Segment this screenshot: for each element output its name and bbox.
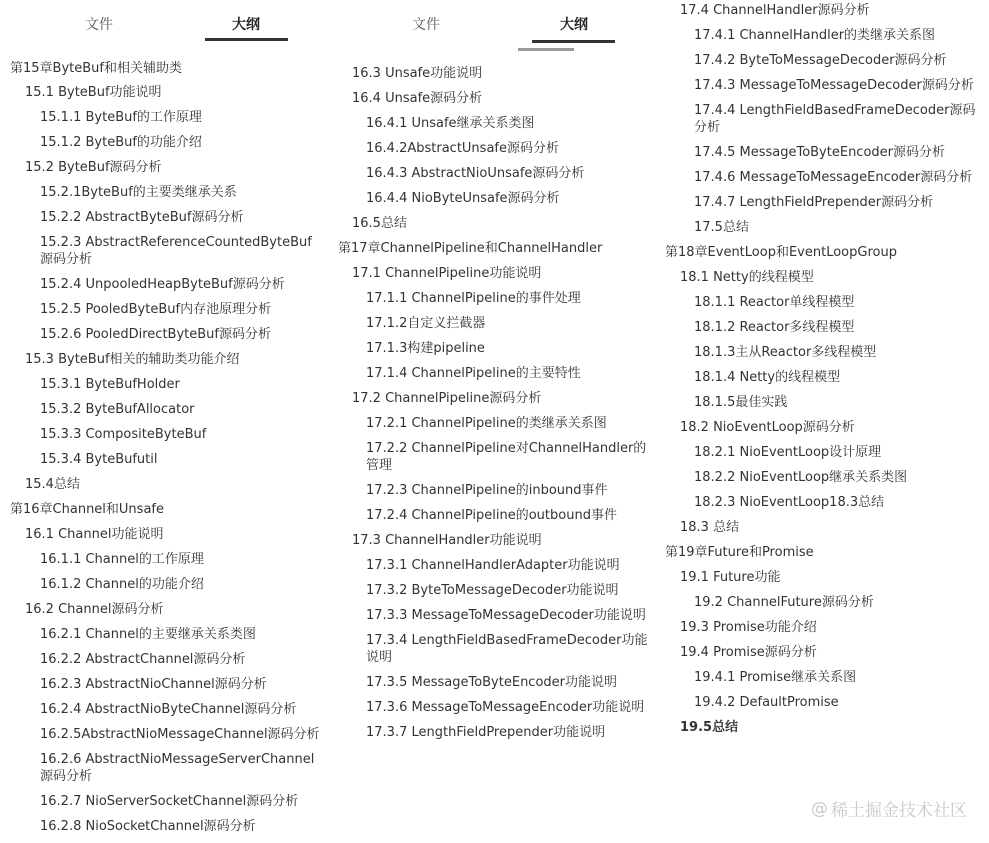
outline-item[interactable]: 15.4总结	[25, 477, 80, 492]
outline-item[interactable]: 16.2.2 AbstractChannel源码分析	[40, 652, 246, 667]
outline-item[interactable]: 17.1.1 ChannelPipeline的事件处理	[366, 291, 581, 306]
outline-item[interactable]: 17.3.1 ChannelHandlerAdapter功能说明	[366, 558, 620, 573]
outline-item[interactable]: 19.3 Promise功能介绍	[680, 620, 817, 635]
outline-item[interactable]: 16.2 Channel源码分析	[25, 602, 164, 617]
outline-item[interactable]: 15.3.4 ByteBufutil	[40, 452, 158, 467]
active-tab-indicator	[205, 38, 288, 41]
outline-item[interactable]: 17.4 ChannelHandler源码分析	[680, 3, 870, 18]
outline-item[interactable]: 18.1.5最佳实践	[694, 395, 788, 410]
outline-item[interactable]: 16.5总结	[352, 216, 407, 231]
outline-item[interactable]: 15.2 ByteBuf源码分析	[25, 160, 162, 175]
outline-item[interactable]: 17.3.3 MessageToMessageDecoder功能说明	[366, 608, 646, 623]
outline-item[interactable]: 17.3.4 LengthFieldBasedFrameDecoder功能说明	[366, 633, 648, 665]
outline-item[interactable]: 15.3.1 ByteBufHolder	[40, 377, 180, 392]
outline-item[interactable]: 17.4.6 MessageToMessageEncoder源码分析	[694, 170, 973, 185]
outline-item[interactable]: 16.1 Channel功能说明	[25, 527, 164, 542]
outline-item[interactable]: 第15章ByteBuf和相关辅助类	[10, 61, 182, 76]
outline-item[interactable]: 16.1.2 Channel的功能介绍	[40, 577, 204, 592]
outline-item[interactable]: 17.3.6 MessageToMessageEncoder功能说明	[366, 700, 645, 715]
outline-item[interactable]: 16.2.4 AbstractNioByteChannel源码分析	[40, 702, 297, 717]
tab-file[interactable]: 文件	[412, 17, 440, 33]
outline-item[interactable]: 18.2.1 NioEventLoop设计原理	[694, 445, 882, 460]
outline-item[interactable]: 17.4.7 LengthFieldPrepender源码分析	[694, 195, 934, 210]
outline-item[interactable]: 15.1.1 ByteBuf的工作原理	[40, 110, 202, 125]
outline-item[interactable]: 第19章Future和Promise	[665, 545, 814, 560]
watermark	[811, 796, 967, 821]
outline-item[interactable]: 16.2.3 AbstractNioChannel源码分析	[40, 677, 267, 692]
outline-item[interactable]: 18.2.2 NioEventLoop继承关系类图	[694, 470, 908, 485]
outline-item[interactable]: 16.2.6 AbstractNioMessageServerChannel源码分析	[40, 752, 315, 784]
outline-item[interactable]: 15.2.2 AbstractByteBuf源码分析	[40, 210, 244, 225]
outline-item[interactable]: 17.1.4 ChannelPipeline的主要特性	[366, 366, 581, 381]
outline-item[interactable]: 17.1.2自定义拦截器	[366, 316, 486, 331]
outline-item[interactable]: 18.1 Netty的线程模型	[680, 270, 814, 285]
outline-item[interactable]: 18.1.1 Reactor单线程模型	[694, 295, 855, 310]
outline-item[interactable]: 17.4.3 MessageToMessageDecoder源码分析	[694, 78, 974, 93]
outline-item[interactable]: 15.3.2 ByteBufAllocator	[40, 402, 195, 417]
outline-item[interactable]: 19.4.1 Promise继承关系图	[694, 670, 857, 685]
outline-item[interactable]: 15.3 ByteBuf相关的辅助类功能介绍	[25, 352, 240, 367]
outline-item[interactable]: 17.4.5 MessageToByteEncoder源码分析	[694, 145, 945, 160]
outline-item[interactable]: 15.2.3 AbstractReferenceCountedByteBuf源码分析	[40, 235, 312, 267]
outline-item[interactable]: 15.1 ByteBuf功能说明	[25, 85, 162, 100]
outline-item[interactable]: 19.4 Promise源码分析	[680, 645, 817, 660]
outline-item[interactable]: 16.1.1 Channel的工作原理	[40, 552, 204, 567]
outline-item[interactable]: 18.3 总结	[680, 520, 740, 535]
outline-item[interactable]: 18.2 NioEventLoop源码分析	[680, 420, 855, 435]
outline-item[interactable]: 17.4.1 ChannelHandler的类继承关系图	[694, 28, 936, 43]
outline-item[interactable]: 16.4 Unsafe源码分析	[352, 91, 483, 106]
outline-item[interactable]: 16.2.1 Channel的主要继承关系类图	[40, 627, 256, 642]
outline-item[interactable]: 17.4.2 ByteToMessageDecoder源码分析	[694, 53, 947, 68]
outline-item[interactable]: 17.1 ChannelPipeline功能说明	[352, 266, 542, 281]
outline-item[interactable]: 17.2.2 ChannelPipeline对ChannelHandler的管理	[366, 441, 647, 473]
outline-item[interactable]: 15.2.1ByteBuf的主要类继承关系	[40, 185, 237, 200]
outline-item[interactable]: 16.4.4 NioByteUnsafe源码分析	[366, 191, 560, 206]
tab-bar	[330, 0, 660, 44]
outline-item[interactable]: 16.4.1 Unsafe继承关系类图	[366, 116, 535, 131]
outline-item[interactable]: 19.2 ChannelFuture源码分析	[694, 595, 874, 610]
outline-item[interactable]: 15.2.6 PooledDirectByteBuf源码分析	[40, 327, 271, 342]
outline-item[interactable]: 15.3.3 CompositeByteBuf	[40, 427, 207, 442]
clipped-item	[518, 44, 578, 52]
outline-column-2	[330, 0, 660, 843]
outline-item[interactable]: 15.2.4 UnpooledHeapByteBuf源码分析	[40, 277, 285, 292]
active-tab-indicator	[532, 40, 615, 43]
outline-item[interactable]: 第16章Channel和Unsafe	[10, 502, 164, 517]
outline-item[interactable]: 15.1.2 ByteBuf的功能介绍	[40, 135, 202, 150]
outline-column-1	[0, 0, 330, 843]
outline-item[interactable]: 17.4.4 LengthFieldBasedFrameDecoder源码分析	[694, 103, 976, 135]
outline-item[interactable]: 19.1 Future功能	[680, 570, 781, 585]
outline-item[interactable]: 17.3.2 ByteToMessageDecoder功能说明	[366, 583, 619, 598]
outline-item[interactable]: 第18章EventLoop和EventLoopGroup	[665, 245, 897, 260]
outline-item[interactable]: 17.3 ChannelHandler功能说明	[352, 533, 542, 548]
outline-item[interactable]: 18.1.3主从Reactor多线程模型	[694, 345, 877, 360]
outline-item[interactable]: 15.2.5 PooledByteBuf内存池原理分析	[40, 302, 272, 317]
outline-item[interactable]: 18.1.4 Netty的线程模型	[694, 370, 841, 385]
tab-outline[interactable]: 大纲	[560, 17, 588, 33]
outline-item[interactable]: 17.2.1 ChannelPipeline的类继承关系图	[366, 416, 607, 431]
outline-item[interactable]: 19.4.2 DefaultPromise	[694, 695, 839, 710]
outline-item[interactable]: 18.2.3 NioEventLoop18.3总结	[694, 495, 885, 510]
outline-item[interactable]: 17.2.3 ChannelPipeline的inbound事件	[366, 483, 608, 498]
tab-outline[interactable]: 大纲	[232, 17, 260, 33]
outline-item[interactable]: 17.2.4 ChannelPipeline的outbound事件	[366, 508, 617, 523]
outline-item[interactable]: 16.2.7 NioServerSocketChannel源码分析	[40, 794, 299, 809]
outline-item[interactable]: 16.2.5AbstractNioMessageChannel源码分析	[40, 727, 320, 742]
at-icon: @	[811, 798, 828, 819]
outline-item[interactable]: 16.4.2AbstractUnsafe源码分析	[366, 141, 559, 156]
outline-item[interactable]: 17.5总结	[694, 220, 749, 235]
outline-item[interactable]: 第17章ChannelPipeline和ChannelHandler	[338, 241, 603, 256]
outline-item[interactable]: 16.3 Unsafe功能说明	[352, 66, 483, 81]
outline-column-3	[660, 0, 989, 843]
tab-file[interactable]: 文件	[85, 17, 113, 33]
watermark-text: 稀土掘金技术社区	[831, 801, 967, 821]
outline-item[interactable]: 17.1.3构建pipeline	[366, 341, 485, 356]
outline-item[interactable]: 17.2 ChannelPipeline源码分析	[352, 391, 542, 406]
outline-item[interactable]: 17.3.5 MessageToByteEncoder功能说明	[366, 675, 617, 690]
outline-item[interactable]: 19.5总结	[680, 720, 739, 735]
outline-item[interactable]: 16.2.8 NioSocketChannel源码分析	[40, 819, 256, 834]
outline-item[interactable]: 18.1.2 Reactor多线程模型	[694, 320, 855, 335]
tab-bar	[0, 0, 330, 44]
outline-item[interactable]: 17.3.7 LengthFieldPrepender功能说明	[366, 725, 606, 740]
outline-item[interactable]: 16.4.3 AbstractNioUnsafe源码分析	[366, 166, 585, 181]
